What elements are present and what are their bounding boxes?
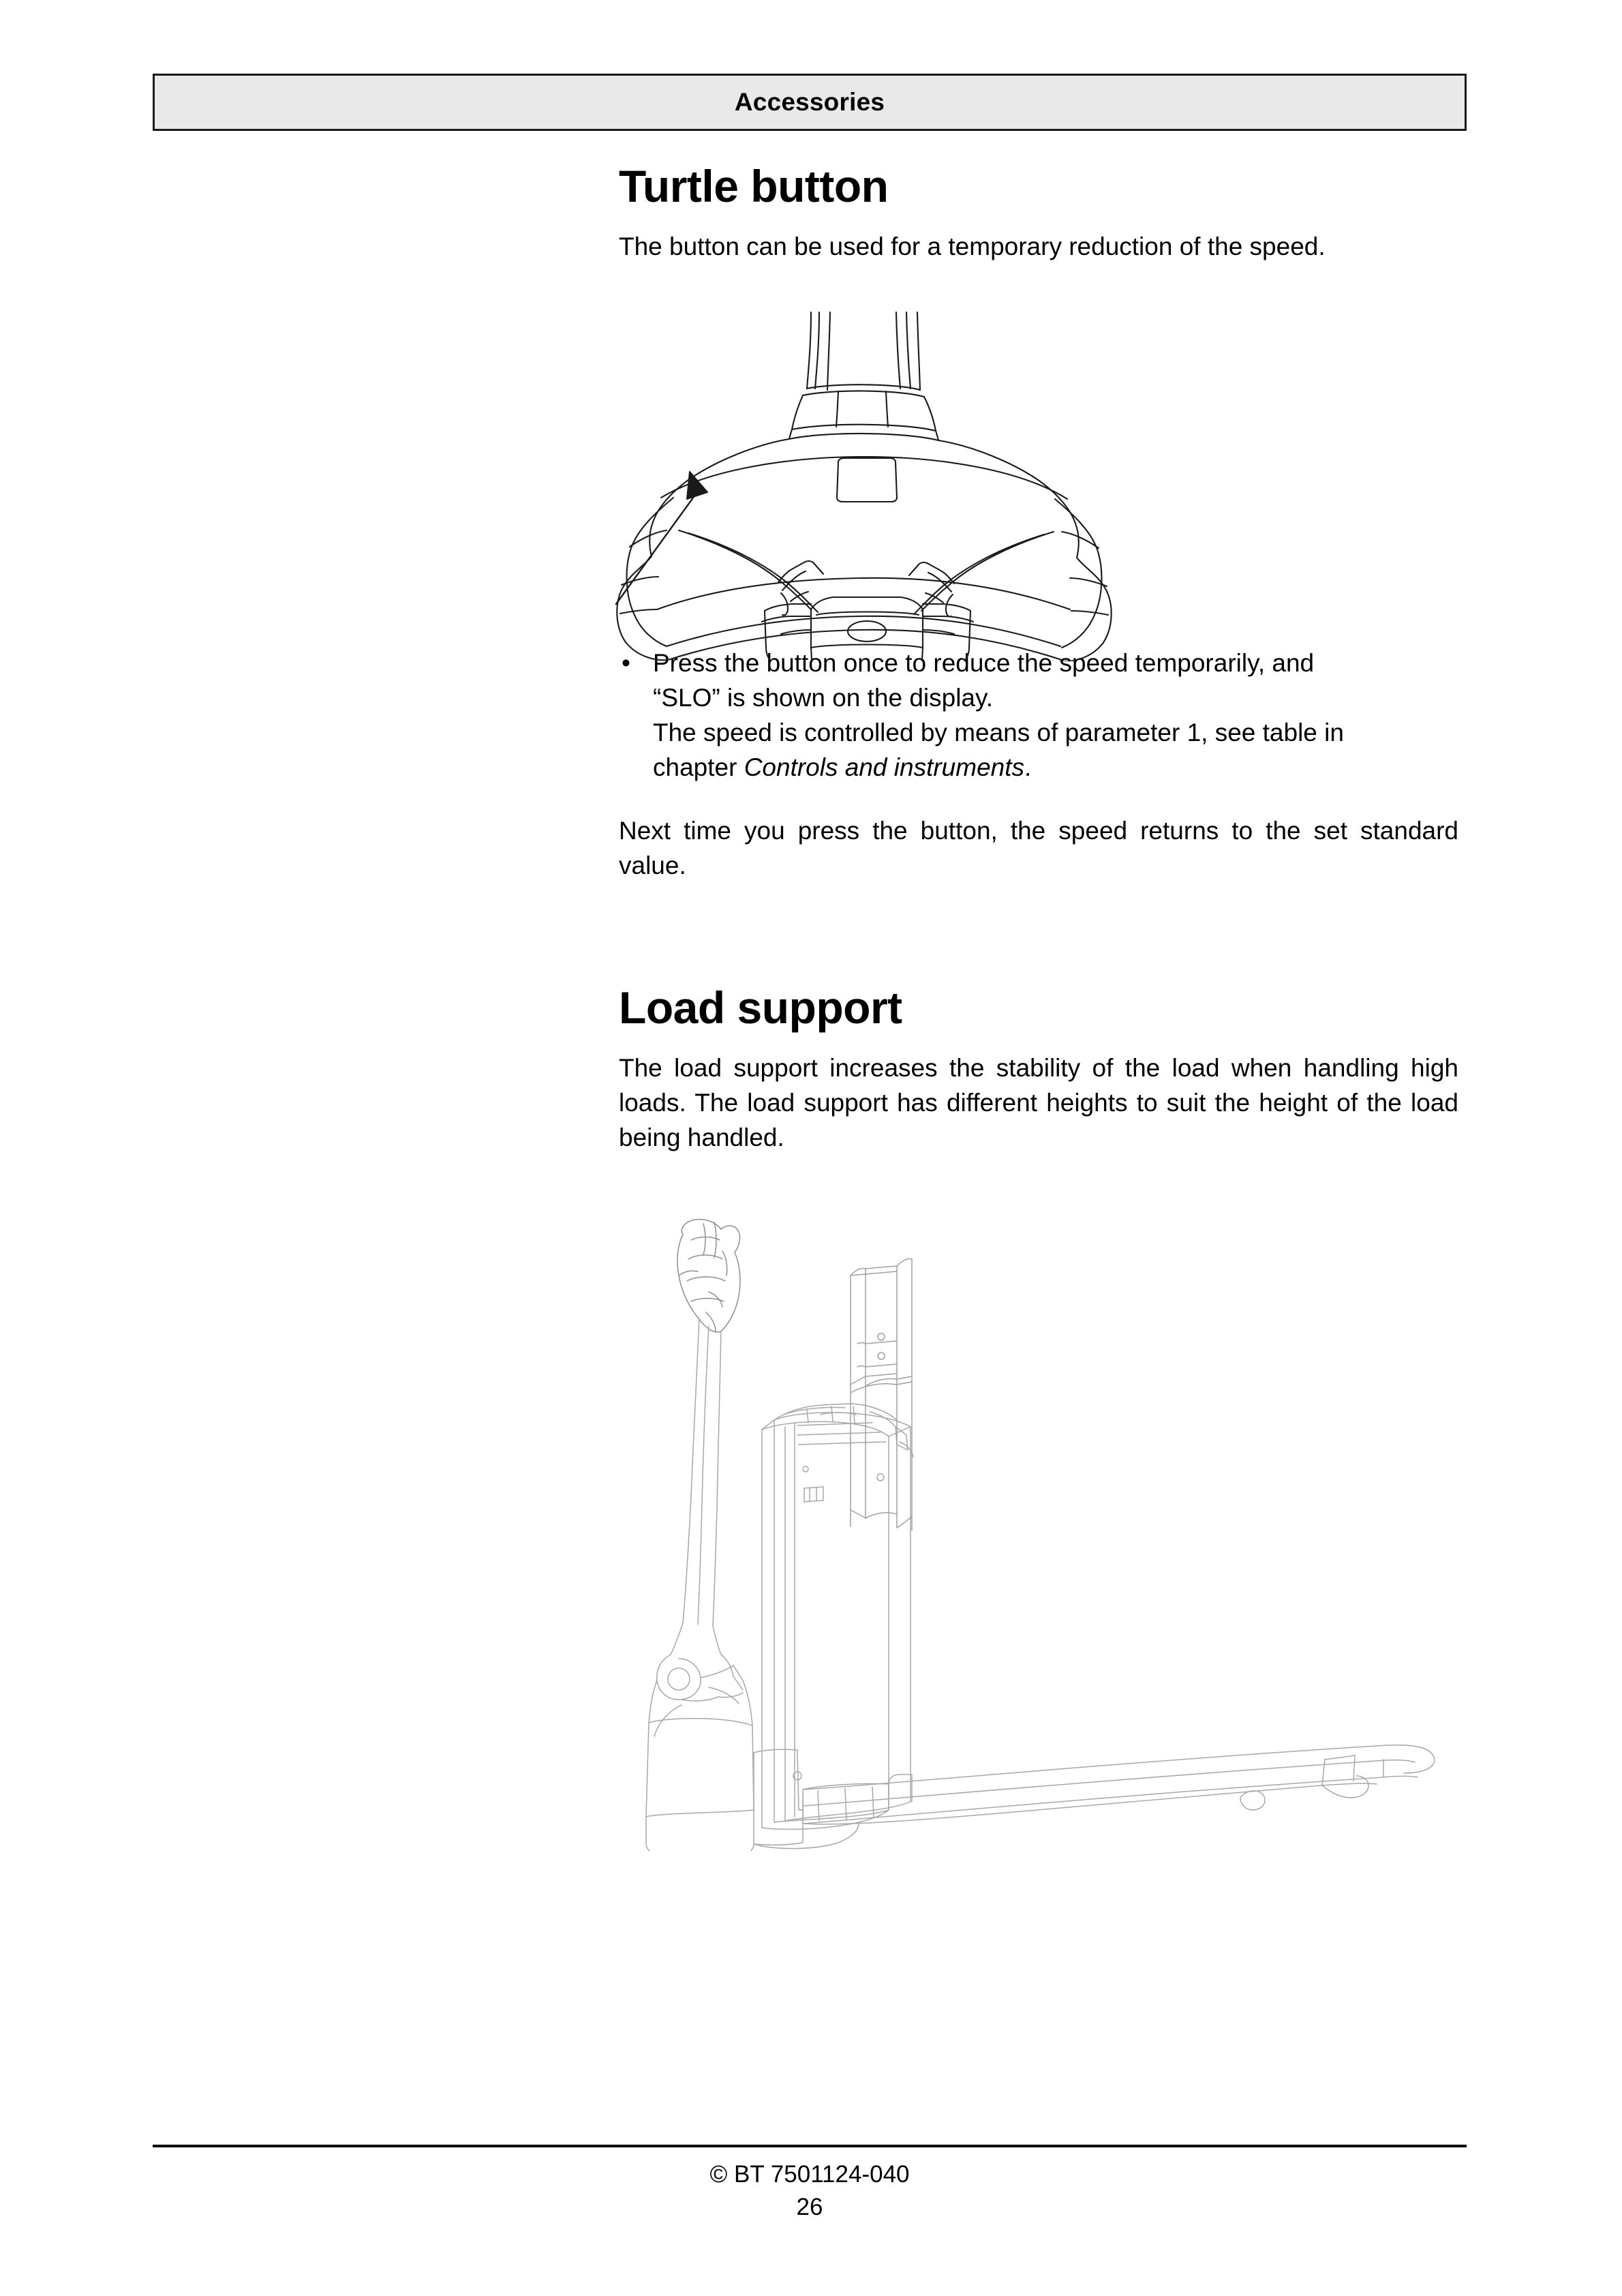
- turtle-button-intro-paragraph: The button can be used for a temporary reduction of the speed.: [619, 232, 1326, 260]
- tiller-display-panel: [837, 458, 897, 502]
- turtle-button-arrow-head: [687, 472, 707, 499]
- footer-divider-rule: [153, 2145, 1467, 2147]
- tiller-arm-shaft: [803, 312, 924, 397]
- truck-tiller-pivot: [657, 1655, 743, 1701]
- bullet-line-1: Press the button once to reduce the speed temporarily, and: [653, 649, 1315, 677]
- load-support-paragraph: The load support increases the stability of the load when handling high loads. The load support has different heights to suit the height of the load being handled.: [619, 1054, 1458, 1151]
- truck-tiller-head: [677, 1220, 740, 1332]
- truck-body-panel: [762, 1413, 911, 1829]
- truck-drive-unit-cover: [646, 1680, 754, 1851]
- footer-copyright: © BT 7501124-040: [709, 2161, 910, 2188]
- tiller-yoke-top: [649, 439, 1079, 558]
- tiller-head-turtle-button-illustration: [586, 293, 1145, 661]
- bullet-marker-icon: •: [622, 649, 630, 677]
- turtle-button-bullet-list: [619, 646, 1458, 785]
- truck-forks: [754, 1745, 1435, 1849]
- running-header-title: Accessories: [734, 88, 885, 116]
- running-header: [153, 74, 1467, 131]
- tiller-front-band: [657, 578, 1070, 660]
- tiller-neck-collar: [789, 391, 938, 440]
- turtle-button-leader-line: [616, 495, 695, 604]
- tiller-inner-ribs: [679, 530, 1054, 614]
- page-number: 26: [796, 2194, 823, 2220]
- truck-battery-box: [754, 1749, 803, 1845]
- list-item: [619, 646, 1458, 785]
- truck-load-support-backrest: [851, 1258, 912, 1530]
- tiller-right-grip: [1055, 499, 1112, 661]
- bullet-line-4-suffix: .: [1024, 753, 1032, 781]
- tiller-centre-hub: [762, 561, 973, 661]
- turtle-button-closing-paragraph: Next time you press the button, the speed returns to the set standard value.: [619, 817, 1458, 879]
- pallet-truck-load-support-illustration: [641, 1210, 1458, 1851]
- page-footer: [153, 2145, 1467, 2224]
- bullet-line-2: “SLO” is shown on the display.: [653, 684, 994, 712]
- tiller-hub-buttons: [848, 621, 886, 661]
- section-heading-turtle-button: Turtle button: [619, 161, 889, 211]
- section-heading-load-support: Load support: [619, 982, 902, 1033]
- bullet-line-3: The speed is controlled by means of parameter 1, see table in: [653, 719, 1344, 746]
- truck-tiller-arm: [671, 1319, 721, 1655]
- bullet-line-4-prefix: chapter: [653, 753, 744, 781]
- tiller-left-grip: [617, 498, 673, 660]
- bullet-line-4-italic-reference: Controls and instruments: [744, 753, 1025, 781]
- section-gap: [619, 883, 1458, 985]
